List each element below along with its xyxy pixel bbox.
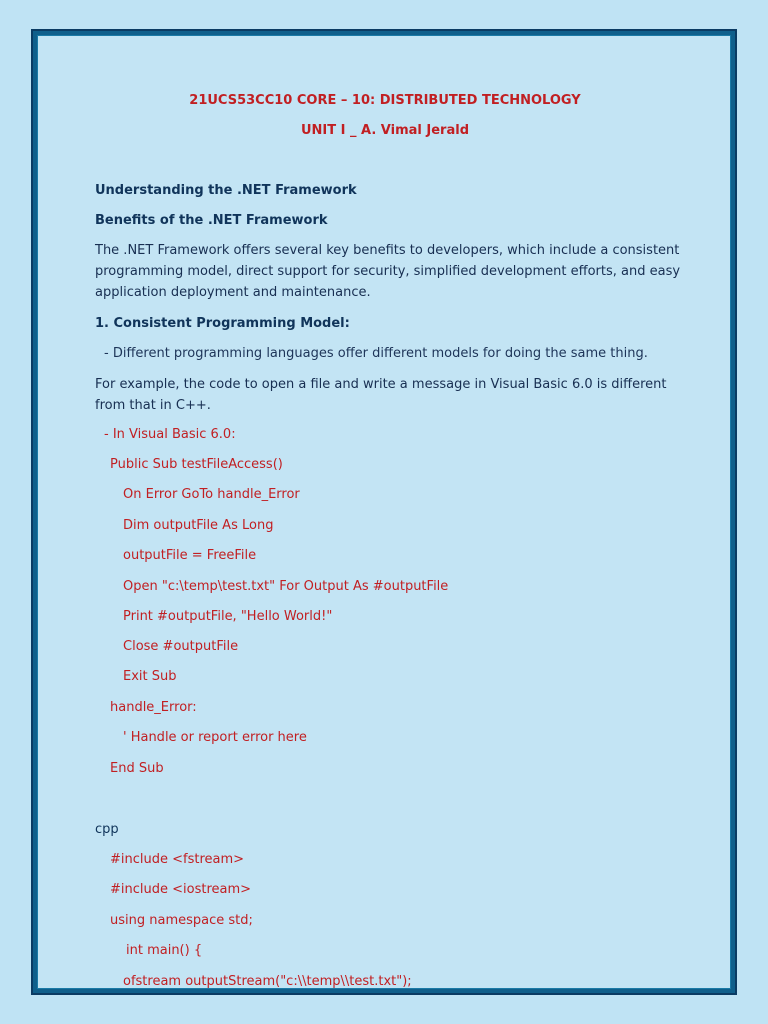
cpp-code-line: int main() { [126,943,203,958]
document-title: 21UCS53CC10 CORE – 10: DISTRIBUTED TECHNOLOGY [189,93,581,108]
vb-code-line: Exit Sub [123,669,177,684]
vb-code-line: handle_Error: [110,700,197,715]
cpp-code-line: #include <iostream> [110,882,252,897]
cpp-code-line: #include <fstream> [110,852,245,867]
page-frame [31,29,737,995]
point-heading: 1. Consistent Programming Model: [95,316,350,331]
cpp-code-line: using namespace std; [110,913,253,928]
page-surface [37,35,731,989]
vb-code-line: End Sub [110,761,164,776]
vb-code-line: Dim outputFile As Long [123,518,274,533]
vb-code-line: Public Sub testFileAccess() [110,457,283,472]
vb-code-line: ' Handle or report error here [123,730,307,745]
bullet-item: - Different programming languages offer different models for doing the same thing. [104,346,648,361]
vb-code-line: Print #outputFile, "Hello World!" [123,609,333,624]
subheading: Benefits of the .NET Framework [95,213,328,228]
cpp-code-line: ofstream outputStream("c:\\temp\\test.txt"); [123,974,412,989]
document-content [95,35,685,989]
section-heading: Understanding the .NET Framework [95,183,357,198]
cpp-label: cpp [95,822,119,837]
example-paragraph: For example, the code to open a file and write a message in Visual Basic 6.0 is different from that in C++. [95,377,667,413]
document-subtitle: UNIT I _ A. Vimal Jerald [300,123,469,138]
vb-label: - In Visual Basic 6.0: [104,427,236,442]
vb-code-line: Close #outputFile [123,639,239,654]
vb-code-line: Open "c:\temp\test.txt" For Output As #outputFile [123,579,449,594]
intro-paragraph: The .NET Framework offers several key benefits to developers, which include a consistent programming model, direct support for security, simplified development efforts, and easy application deployment and maintenance. [95,243,681,300]
vb-code-line: On Error GoTo handle_Error [123,487,300,502]
vb-code-line: outputFile = FreeFile [123,548,257,563]
